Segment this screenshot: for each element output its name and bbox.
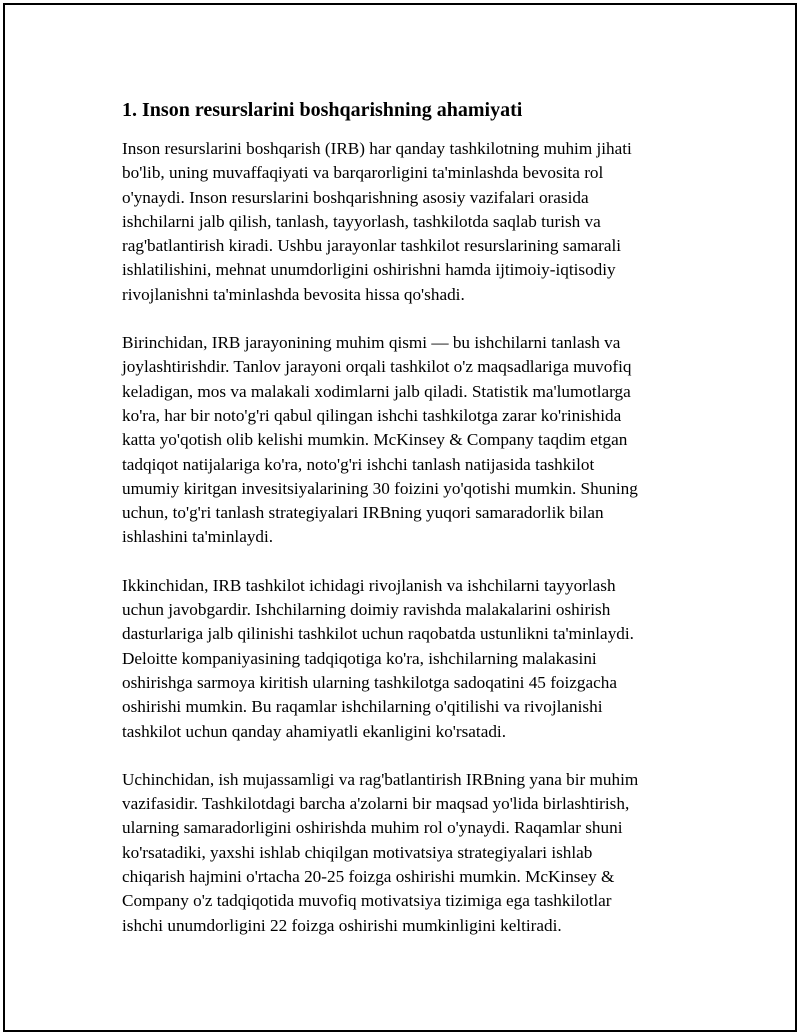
paragraph-third-point: [122, 768, 680, 938]
text-line: oshirishi mumkin. Bu raqamlar ishchilarning o'qitilishi va rivojlanishi: [122, 697, 603, 717]
text-line: Ikkinchidan, IRB tashkilot ichidagi rivojlanish va ishchilarni tayyorlash: [122, 575, 616, 595]
text-line: uchun, to'g'ri tanlash strategiyalari IRBning yuqori samaradorlik bilan: [122, 503, 604, 523]
text-line: Uchinchidan, ish mujassamligi va rag'batlantirish IRBning yana bir muhim: [122, 769, 639, 789]
text-line: tashkilot uchun qanday ahamiyatli ekanligini ko'rsatadi.: [122, 721, 506, 741]
text-line: Deloitte kompaniyasining tadqiqotiga ko'ra, ishchilarning malakasini: [122, 648, 597, 668]
text-line: rivojlanishni ta'minlashda bevosita hissa qo'shadi.: [122, 284, 465, 304]
text-line: rag'batlantirish kiradi. Ushbu jarayonlar tashkilot resurslarining samarali: [122, 236, 622, 256]
text-line: Inson resurslarini boshqarish (IRB) har qanday tashkilotning muhim jihati: [122, 139, 632, 158]
text-line: ko'rsatadiki, yaxshi ishlab chiqilgan motivatsiya strategiyalari ishlab: [122, 842, 593, 862]
text-line: chiqarish hajmini o'rtacha 20-25 foizga oshirishi mumkin. McKinsey &: [122, 867, 615, 887]
text-line: Company o'z tadqiqotida muvofiq motivatsiya tizimiga ega tashkilotlar: [122, 891, 612, 911]
text-line: ishlatilishini, mehnat unumdorligini oshirishni hamda ijtimoiy-iqtisodiy: [122, 260, 616, 280]
text-line: katta yo'qotish olib kelishi mumkin. McKinsey & Company taqdim etgan: [122, 430, 628, 450]
text-line: uchun javobgardir. Ishchilarning doimiy ravishda malakalarini oshirish: [122, 600, 611, 620]
paragraph-first-point: [122, 331, 680, 550]
paragraph-intro: [122, 137, 680, 307]
text-line: vazifasidir. Tashkilotdagi barcha a'zolarni bir maqsad yo'lida birlashtirish,: [122, 794, 630, 814]
text-line: Birinchidan, IRB jarayonining muhim qismi — bu ishchilarni tanlash va: [122, 333, 621, 353]
text-line: joylashtirishdir. Tanlov jarayoni orqali tashkilot o'z maqsadlariga muvofiq: [122, 357, 632, 377]
text-line: tadqiqot natijalariga ko'ra, noto'g'ri ishchi tanlash natijasida tashkilot: [122, 454, 595, 474]
document-body: [122, 97, 680, 962]
text-line: keladigan, mos va malakali xodimlarni jalb qiladi. Statistik ma'lumotlarga: [122, 381, 631, 401]
text-line: ishlashini ta'minlaydi.: [122, 527, 274, 547]
text-line: oshirishga sarmoya kiritish ularning tashkilotga sadoqatini 45 foizgacha: [122, 672, 617, 692]
text-line: o'ynaydi. Inson resurslarini boshqarishning asosiy vazifalari orasida: [122, 187, 589, 207]
text-line: umumiy kiritgan invesitsiyalarining 30 foizini yo'qotishi mumkin. Shuning: [122, 478, 638, 498]
text-line: ishchilarni jalb qilish, tanlash, tayyorlash, tashkilotda saqlab turish va: [122, 211, 601, 231]
page-frame: [3, 3, 797, 1032]
text-line: dasturlariga jalb qilinishi tashkilot uchun raqobatda ustunlikni ta'minlaydi.: [122, 624, 634, 644]
text-line: bo'lib, uning muvaffaqiyati va barqarorligini ta'minlashda bevosita rol: [122, 163, 604, 183]
text-line: ishchi unumdorligini 22 foizga oshirishi mumkinligini keltiradi.: [122, 915, 562, 935]
text-line: ko'ra, har bir noto'g'ri qabul qilingan ishchi tashkilotga zarar ko'rinishida: [122, 405, 622, 425]
paragraph-second-point: [122, 574, 680, 744]
section-heading: 1. Inson resurslarini boshqarishning ahamiyati: [122, 99, 523, 121]
text-line: ularning samaradorligini oshirishda muhim rol o'ynaydi. Raqamlar shuni: [122, 818, 623, 838]
